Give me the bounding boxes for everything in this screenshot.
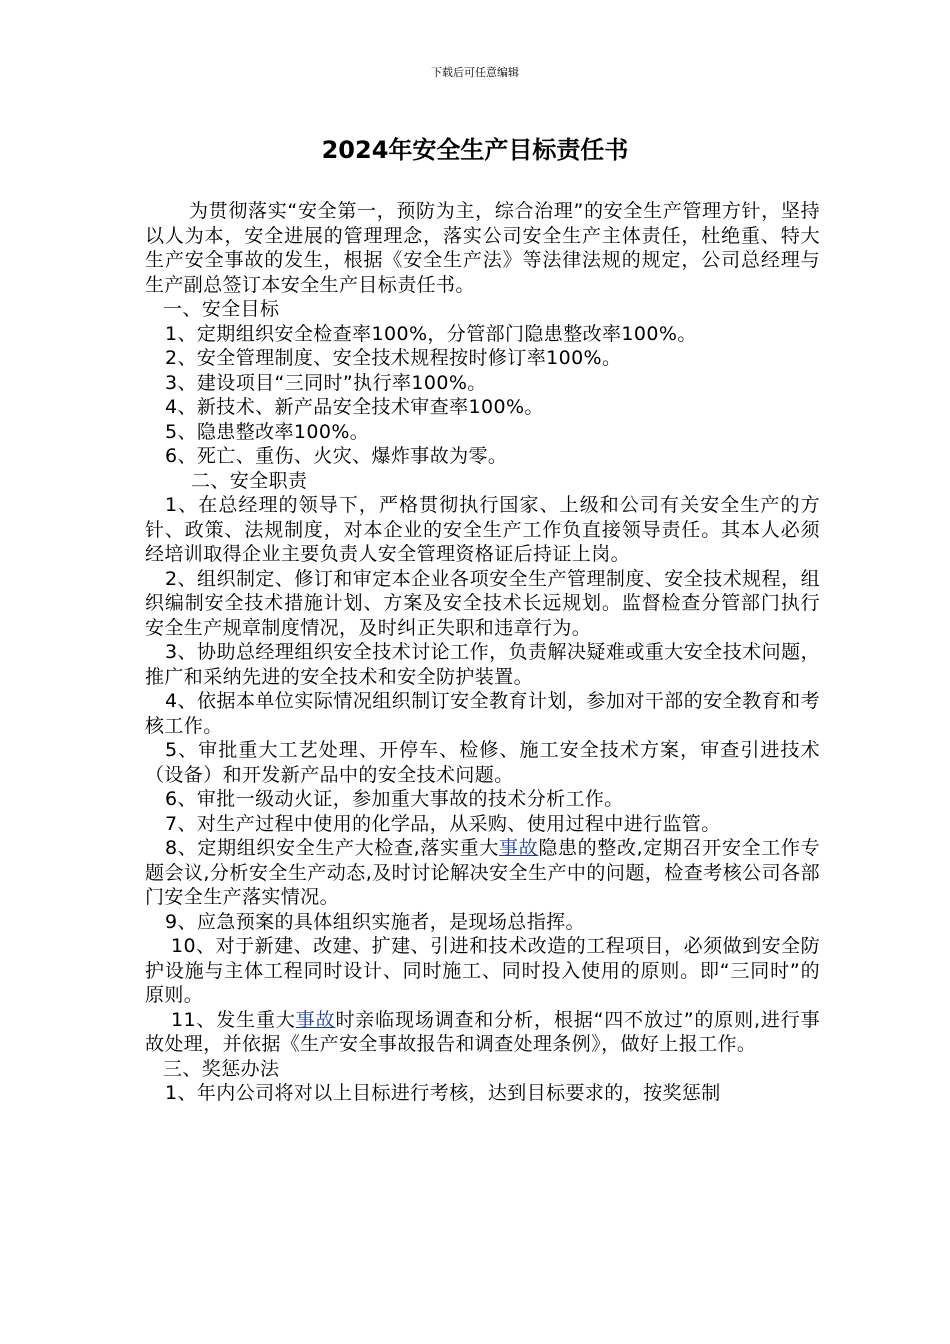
document-body (145, 199, 820, 1106)
duty-item: 10、对于新建、改建、扩建、引进和技术改造的工程项目，必须做到安全防护设施与主体工程同时设计、同时施工、同时投入使用的原则。即“三同时”的原则。 (145, 935, 820, 1006)
intro-paragraph: 为贯彻落实“安全第一，预防为主，综合治理”的安全生产管理方针，坚持以人为本，安全进展的管理理念，落实公司安全生产主体责任，杜绝重、特大生产安全事故的发生，根据《安全生产法》等法律法规的规定，公司总经理与生产副总签订本安全生产目标责任书。 (145, 200, 820, 296)
goal-item: 4、新技术、新产品安全技术审查率100%。 (165, 396, 544, 418)
duty-item: 3、协助总经理组织安全技术讨论工作，负责解决疑难或重大安全技术问题，推广和采纳先进的安全技术和安全防护装置。 (145, 641, 820, 688)
duty-item: 6、审批一级动火证，参加重大事故的技术分析工作。 (165, 788, 624, 810)
section-heading-goals: 一、安全目标 (163, 298, 280, 320)
duty-item-11-text-before: 11、发生重大 (171, 1008, 296, 1031)
duty-item: 4、依据本单位实际情况组织制订安全教育计划，参加对干部的安全教育和考核工作。 (145, 690, 820, 737)
goal-item: 3、建设项目“三同时”执行率100%。 (165, 371, 487, 394)
duty-item-11-text-after: 时亲临现场调查和分析，根据“四不放过”的原则,进行事故处理，并依据《生产安全事故报告和调查处理条例》，做好上报工作。 (145, 1008, 820, 1055)
section-heading-duties: 二、安全职责 (191, 469, 308, 492)
goal-item: 1、定期组织安全检查率100%，分管部门隐患整改率100%。 (165, 322, 697, 345)
document-title: 2024年安全生产目标责任书 (321, 136, 629, 164)
duty-item (145, 836, 820, 910)
reward-item: 1、年内公司将对以上目标进行考核，达到目标要求的，按奖惩制 (165, 1082, 721, 1104)
duty-item: 1、在总经理的领导下，严格贯彻执行国家、上级和公司有关安全生产的方针、政策、法规制度，对本企业的安全生产工作负直接领导责任。其本人必须经培训取得企业主要负责人安全管理资格证后持证上岗。 (145, 494, 820, 565)
goal-item: 2、安全管理制度、安全技术规程按时修订率100%。 (165, 347, 622, 369)
accident-link[interactable]: 事故 (295, 1008, 336, 1031)
duty-item: 7、对生产过程中使用的化学品，从采购、使用过程中进行监管。 (165, 812, 721, 835)
section-heading-rewards: 三、奖惩办法 (163, 1057, 280, 1080)
duty-item: 2、组织制定、修订和审定本企业各项安全生产管理制度、安全技术规程，组织编制安全技术措施计划、方案及安全技术长远规划。监督检查分管部门执行安全生产规章制度情况，及时纠正失职和违章行为。 (145, 567, 820, 639)
duty-item (145, 1008, 820, 1057)
goal-item: 6、死亡、重伤、火灾、爆炸事故为零。 (165, 445, 508, 467)
accident-link[interactable]: 事故 (499, 837, 539, 859)
duty-item-8-text-after: 隐患的整改,定期召开安全工作专题会议,分析安全生产动态,及时讨论解决安全生产中的问题，检查考核公司各部门安全生产落实情况。 (145, 837, 820, 908)
duty-item: 9、应急预案的具体组织实施者，是现场总指挥。 (165, 910, 585, 933)
duty-item: 5、审批重大工艺处理、开停车、检修、施工安全技术方案，审查引进技术（设备）和开发新产品中的安全技术问题。 (145, 739, 820, 786)
goal-item: 5、隐患整改率100%。 (165, 420, 370, 443)
duty-item-8-text-before: 8、定期组织安全生产大检查,落实重大 (165, 837, 499, 859)
header-note: 下载后可任意编辑 (431, 66, 519, 79)
